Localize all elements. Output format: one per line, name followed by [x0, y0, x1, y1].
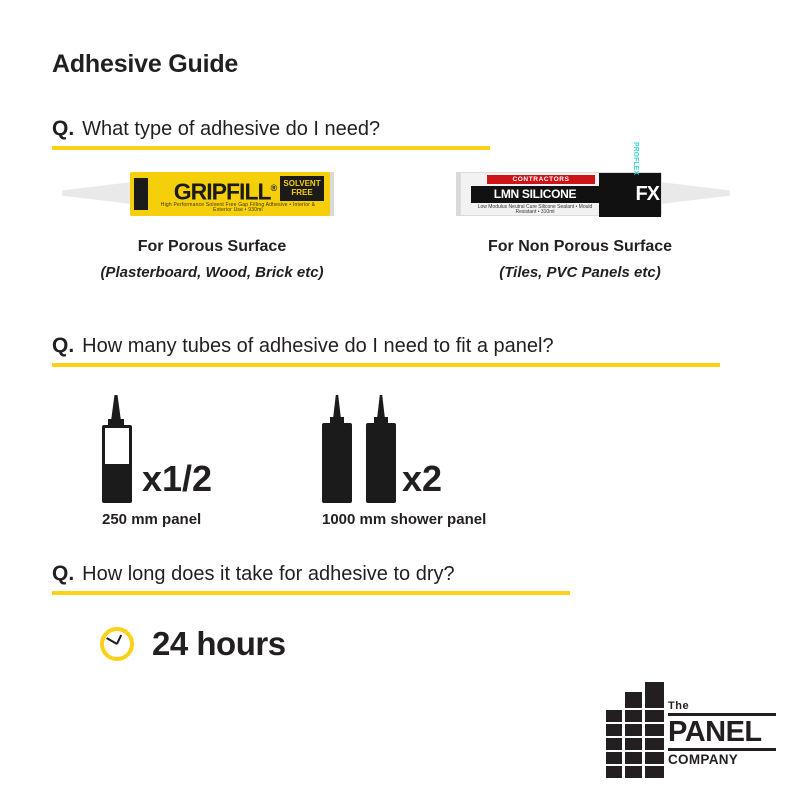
question-3-text: How long does it take for adhesive to dry?: [82, 563, 455, 585]
question-1-underline: [52, 146, 490, 150]
question-1-text: What type of adhesive do I need?: [82, 118, 381, 140]
cartridge-icon-2: [366, 395, 396, 503]
half-cartridge-icon: [102, 395, 136, 503]
cartridge-nozzle: [660, 182, 730, 204]
quantity-label-250mm: 250 mm panel: [102, 511, 202, 528]
gripfill-cartridge-icon: [62, 168, 362, 224]
quantity-multiplier-250mm: x1/2: [142, 458, 213, 499]
the-panel-company-logo: [606, 682, 776, 778]
cartridge-side-bar: [134, 178, 148, 210]
drying-time-row: [100, 625, 286, 663]
question-3-underline: [52, 591, 570, 595]
question-2-block: [52, 335, 720, 367]
cartridge-body: [460, 141, 662, 216]
building-block-1: [606, 708, 622, 778]
cartridge-body: [130, 172, 330, 216]
quantity-item-250mm: [102, 395, 213, 528]
gripfill-solvent-badge: SOLVENT FREE: [280, 176, 324, 201]
logo-wordmark: [668, 700, 778, 767]
cartridge-body: [322, 423, 352, 503]
question-3-row: [52, 563, 570, 584]
porous-caption: For Porous Surface: [137, 238, 287, 255]
question-2-row: [52, 335, 720, 356]
fx-mark: FX: [635, 183, 659, 205]
question-1-block: [52, 118, 490, 150]
question-3-marker: Q.: [52, 562, 75, 585]
clock-minute-hand: [106, 637, 117, 645]
non-porous-caption: For Non Porous Surface: [487, 238, 673, 255]
clock-icon: [100, 627, 134, 661]
question-2-underline: [52, 363, 720, 367]
two-cartridges-icon: [322, 395, 396, 503]
quantity-item-1000mm: [322, 395, 487, 528]
building-divider-2: [642, 682, 645, 778]
cartridge-nozzle: [111, 395, 121, 421]
building-gap-4: [606, 764, 664, 766]
cartridge-nozzle: [62, 182, 132, 204]
question-2-text: How many tubes of adhesive do I need to fit a panel?: [82, 335, 554, 357]
cartridge-nozzle: [377, 395, 385, 419]
adhesive-options-row: [0, 141, 800, 288]
lmn-silicone-cartridge-icon: [430, 141, 730, 224]
cartridge-icon-1: [322, 395, 352, 503]
adhesive-option-porous: [42, 168, 382, 281]
building-gap-2: [606, 736, 664, 738]
gripfill-fineprint: High Performance Solvent Free Gap Filling Adhesive • Interior & Exterior Use • 930ml: [160, 202, 316, 213]
logo-line-company: COMPANY: [668, 752, 739, 767]
gripfill-brand-superscript: ®: [270, 183, 277, 193]
cartridge-half-fill: [105, 464, 129, 500]
non-porous-sub-caption: (Tiles, PVC Panels etc): [499, 264, 661, 281]
building-gap-5: [606, 708, 664, 710]
quantity-multiplier-1000mm: x2: [402, 458, 443, 499]
building-gap-1: [606, 722, 664, 724]
question-1-row: [52, 118, 490, 139]
drying-time-value: 24 hours: [152, 625, 286, 662]
lmn-silicone-label: LMN SILICONE: [471, 186, 599, 203]
lmn-fineprint: Low Modulus Neutral Cure Silicone Sealant • Mould Resistant • 310ml: [477, 204, 593, 215]
logo-line-the: The: [668, 700, 690, 712]
quantity-label-1000mm: 1000 mm shower panel: [322, 511, 487, 528]
fx-brand-block: [599, 141, 661, 217]
cartridge-nozzle: [333, 395, 341, 419]
gripfill-brand-label: [152, 175, 298, 205]
cartridge-body-outline: [102, 425, 132, 503]
logo-rule-bottom: [668, 748, 776, 751]
gripfill-brand-text: GRIPFILL: [173, 178, 271, 205]
building-icon: [606, 682, 664, 778]
question-3-block: [52, 563, 570, 595]
adhesive-option-non-porous: [410, 141, 750, 281]
porous-sub-caption: (Plasterboard, Wood, Brick etc): [100, 264, 324, 281]
question-2-marker: Q.: [52, 334, 75, 357]
contractors-band: CONTRACTORS: [487, 175, 595, 184]
logo-line-panel: PANEL: [668, 716, 762, 748]
question-1-marker: Q.: [52, 117, 75, 140]
building-gap-3: [606, 750, 664, 752]
proflex-side-text: PROFLEX: [632, 141, 639, 175]
page-title: Adhesive Guide: [52, 50, 239, 78]
cartridge-body: [366, 423, 396, 503]
building-divider-1: [623, 692, 625, 778]
quantity-row: [52, 395, 752, 535]
